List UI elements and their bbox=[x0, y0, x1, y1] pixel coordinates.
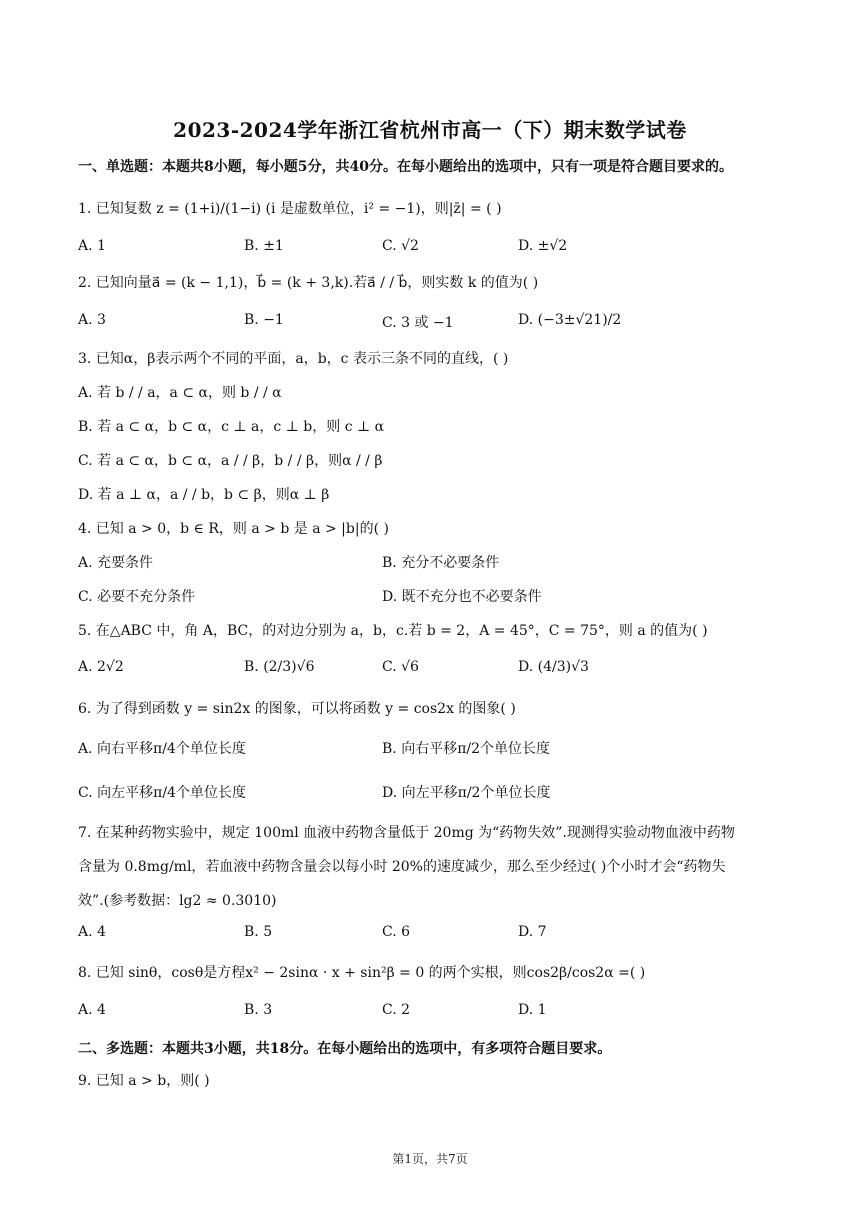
q8-option-d: D. 1 bbox=[518, 1002, 547, 1018]
q7-option-d: D. 7 bbox=[518, 924, 547, 940]
section-heading-single-choice: 一、单选题：本题共8小题，每小题5分，共40分。在每小题给出的选项中，只有一项是符合题目要求的。 bbox=[78, 159, 733, 175]
page-footer: 第1页，共7页 bbox=[392, 1152, 468, 1166]
question-8-stem: 8. 已知 sinθ，cosθ是方程x² − 2sinα · x + sin²β = 0 的两个实根，则cos2β/cos2α =( ) bbox=[78, 965, 646, 981]
q7-option-c: C. 6 bbox=[382, 924, 411, 940]
q3-option-a: A. 若 b / / a，a ⊂ α，则 b / / α bbox=[78, 385, 282, 401]
q6-option-d: D. 向左平移π/2个单位长度 bbox=[382, 785, 551, 801]
q2-option-a: A. 3 bbox=[78, 312, 106, 328]
q4-option-b: B. 充分不必要条件 bbox=[382, 555, 500, 571]
q4-option-a: A. 充要条件 bbox=[78, 555, 154, 571]
q8-option-b: B. 3 bbox=[244, 1002, 273, 1018]
question-4-stem: 4. 已知 a > 0，b ∈ R，则 a > b 是 a > |b|的( ) bbox=[78, 521, 389, 537]
question-2-stem: 2. 已知向量a⃗ = (k − 1,1)，b⃗ = (k + 3,k).若a⃗ / / b⃗，则实数 k 的值为( ) bbox=[78, 275, 539, 291]
q2-option-b: B. −1 bbox=[244, 312, 284, 328]
q5-option-a: A. 2√2 bbox=[78, 659, 124, 675]
q5-option-b: B. (2/3)√6 bbox=[244, 659, 315, 675]
q6-option-a: A. 向右平移π/4个单位长度 bbox=[78, 741, 246, 757]
q1-option-a: A. 1 bbox=[78, 238, 106, 254]
question-1-stem: 1. 已知复数 z = (1+i)/(1−i) (i 是虚数单位，i² = −1)，则|z̄| = ( ) bbox=[78, 201, 502, 217]
page-title: 2023-2024学年浙江省杭州市高一（下）期末数学试卷 bbox=[173, 118, 687, 142]
q3-option-b: B. 若 a ⊂ α，b ⊂ α，c ⊥ a，c ⊥ b，则 c ⊥ α bbox=[78, 419, 385, 435]
q4-option-d: D. 既不充分也不必要条件 bbox=[382, 589, 542, 605]
q3-option-d: D. 若 a ⊥ α，a / / b，b ⊂ β，则α ⊥ β bbox=[78, 487, 330, 503]
question-7-stem-line-2: 含量为 0.8mg/ml，若血液中药物含量会以每小时 20%的速度减少，那么至少经过( )个小时才会“药物失 bbox=[78, 859, 726, 875]
q5-option-c: C. √6 bbox=[382, 659, 419, 675]
q4-option-c: C. 必要不充分条件 bbox=[78, 589, 196, 605]
question-5-stem: 5. 在△ABC 中，角 A，BC，的对边分别为 a，b，c.若 b = 2，A = 45°，C = 75°，则 a 的值为( ) bbox=[78, 623, 708, 639]
section-heading-multiple-choice: 二、多选题：本题共3小题，共18分。在每小题给出的选项中，有多项符合题目要求。 bbox=[78, 1041, 612, 1057]
q1-option-d: D. ±√2 bbox=[518, 238, 568, 254]
q3-option-c: C. 若 a ⊂ α，b ⊂ α，a / / β，b / / β，则α / / β bbox=[78, 453, 383, 469]
q1-option-b: B. ±1 bbox=[244, 238, 284, 254]
q7-option-b: B. 5 bbox=[244, 924, 273, 940]
question-7-stem-line-1: 7. 在某种药物实验中，规定 100ml 血液中药物含量低于 20mg 为“药物失效”.现测得实验动物血液中药物 bbox=[78, 825, 735, 841]
question-3-stem: 3. 已知α，β表示两个不同的平面，a，b，c 表示三条不同的直线，( ) bbox=[78, 351, 509, 367]
question-7-stem-line-3: 效”.(参考数据：lg2 ≈ 0.3010) bbox=[78, 893, 277, 909]
q2-option-d: D. (−3±√21)/2 bbox=[518, 312, 622, 328]
q6-option-c: C. 向左平移π/4个单位长度 bbox=[78, 785, 246, 801]
question-6-stem: 6. 为了得到函数 y = sin2x 的图象，可以将函数 y = cos2x 的图象( ) bbox=[78, 701, 516, 717]
question-9-stem: 9. 已知 a > b，则( ) bbox=[78, 1073, 210, 1089]
q2-option-c: C. 3 或 −1 bbox=[382, 315, 454, 331]
q5-option-d: D. (4/3)√3 bbox=[518, 659, 589, 675]
q6-option-b: B. 向右平移π/2个单位长度 bbox=[382, 741, 551, 757]
q7-option-a: A. 4 bbox=[78, 924, 106, 940]
q8-option-c: C. 2 bbox=[382, 1002, 411, 1018]
q1-option-c: C. √2 bbox=[382, 238, 419, 254]
q8-option-a: A. 4 bbox=[78, 1002, 106, 1018]
